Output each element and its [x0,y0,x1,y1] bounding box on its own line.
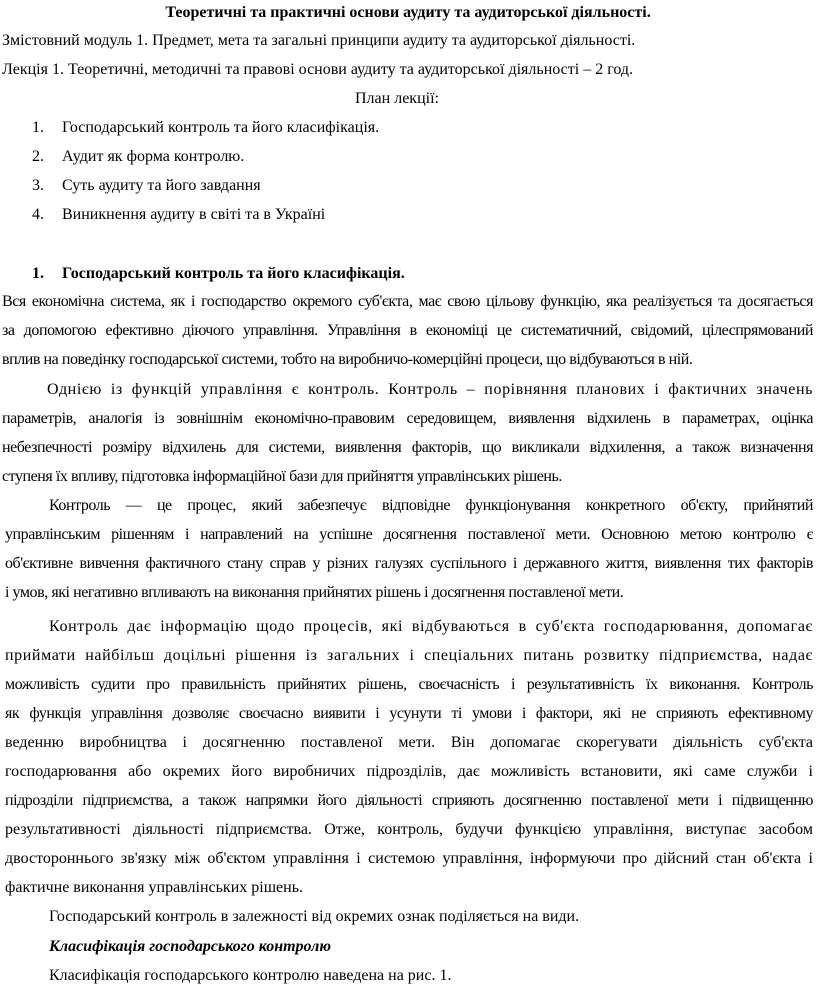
paragraph-line: Однією із функцій управління є контроль. Контроль – порівняння планових і фактичних значень [47,381,813,398]
lecture-line: Лекція 1. Теоретичні, методичні та правові основи аудиту та аудиторської діяльності – 2 год. [2,61,634,78]
plan-item-number: 4. [32,206,44,223]
plan-item-text: Аудит як форма контролю. [62,148,245,165]
paragraph-line: як функція управління дозволяє своєчасно виявити і усунути ті умови і фактори, які не сприяють ефективному [5,705,813,722]
paragraph-line: фактичне виконання управлінських рішень. [5,879,303,896]
section-title: Господарський контроль та його класифікація. [62,265,405,282]
plan-item-number: 3. [32,177,44,194]
plan-item-text: Суть аудиту та його завдання [62,177,261,194]
plan-heading: План лекції: [355,90,439,107]
document-title: Теоретичні та практичні основи аудиту та аудиторської діяльності. [165,4,651,21]
paragraph-line: підрозділи підприємства, а також напрямки його діяльності сприяють досягненню поставленої мети і підвищенню [5,792,813,809]
paragraph-line: і умов, які негативно впливають на виконання прийнятих рішень і досягнення поставленої мети. [5,584,624,601]
paragraph-line: двостороннього зв'язку між об'єктом управління і системою управління, інформуючи про дійсний стан об'єкта і [5,850,813,867]
paragraph-line: господарювання або окремих його виробничих підрозділів, дає можливість встановити, які саме служби і [5,763,813,780]
paragraph-line: параметрів, аналогія із зовнішнім економічно-правовим середовищем, виявлення відхилень в параметрах, оцінка [2,410,813,427]
paragraph-5: Господарський контроль в залежності від окремих ознак поділяється на види. [49,908,580,925]
paragraph-line: за допомогою ефективно діючого управління. Управління в економіці це систематичний, свідомий, цілеспрямований [2,322,813,339]
paragraph-line: приймати найбільш доцільні рішення із загальних і спеціальних питань розвитку підприємства, надає [5,647,813,664]
paragraph-6: Класифікація господарського контролю наведена на рис. 1. [49,967,452,984]
paragraph-line: Вся економічна система, як і господарство окремого суб'єкта, має свою цільову функцію, яка реалізується та досягається [2,293,813,310]
module-line: Змістовний модуль 1. Предмет, мета та загальні принципи аудиту та аудиторської діяльності. [2,32,636,49]
paragraph-line: можливість судити про правильність прийнятих рішень, своєчасність і результативність їх виконання. Контроль [5,676,813,693]
classification-heading: Класифікація господарського контролю [49,938,332,955]
plan-item-text: Виникнення аудиту в світі та в Україні [62,206,326,223]
paragraph-line: управлінським рішенням і направлений на успішне досягнення поставленої мети. Основною метою контролю є [5,526,813,543]
paragraph-line: небезпечності розміру відхилень для системи, виявлення факторів, що викликали відхилення, а також визначення [2,439,813,456]
plan-item-number: 2. [32,148,44,165]
plan-item-number: 1. [32,119,44,136]
paragraph-line: результативності діяльності підприємства. Отже, контроль, будучи функцією управління, виступає засобом [5,821,813,838]
paragraph-line: Контроль дає інформацію щодо процесів, які відбуваються в суб'єкта господарювання, допомагає [49,618,813,635]
plan-item-text: Господарський контроль та його класифікація. [62,119,380,136]
paragraph-line: об'єктивне вивчення фактичного стану справ у різних галузях суспільного і державного життя, виявлення тих факторів [5,555,813,572]
paragraph-line: Контроль — це процес, який забезпечує відповідне функціонування конкретного об'єкту, прийнятий [49,497,813,514]
section-number: 1. [32,265,44,282]
paragraph-line: ступеня їх впливу, підготовка інформаційної бази для прийняття управлінських рішень. [2,468,562,485]
paragraph-line: веденню виробництва і досягненню поставленої мети. Він допомагає скорегувати діяльність суб'єкта [5,734,813,751]
paragraph-line: вплив на поведінку господарської системи, тобто на виробничо-комерційні процеси, що відбуваються в ній. [2,351,693,368]
